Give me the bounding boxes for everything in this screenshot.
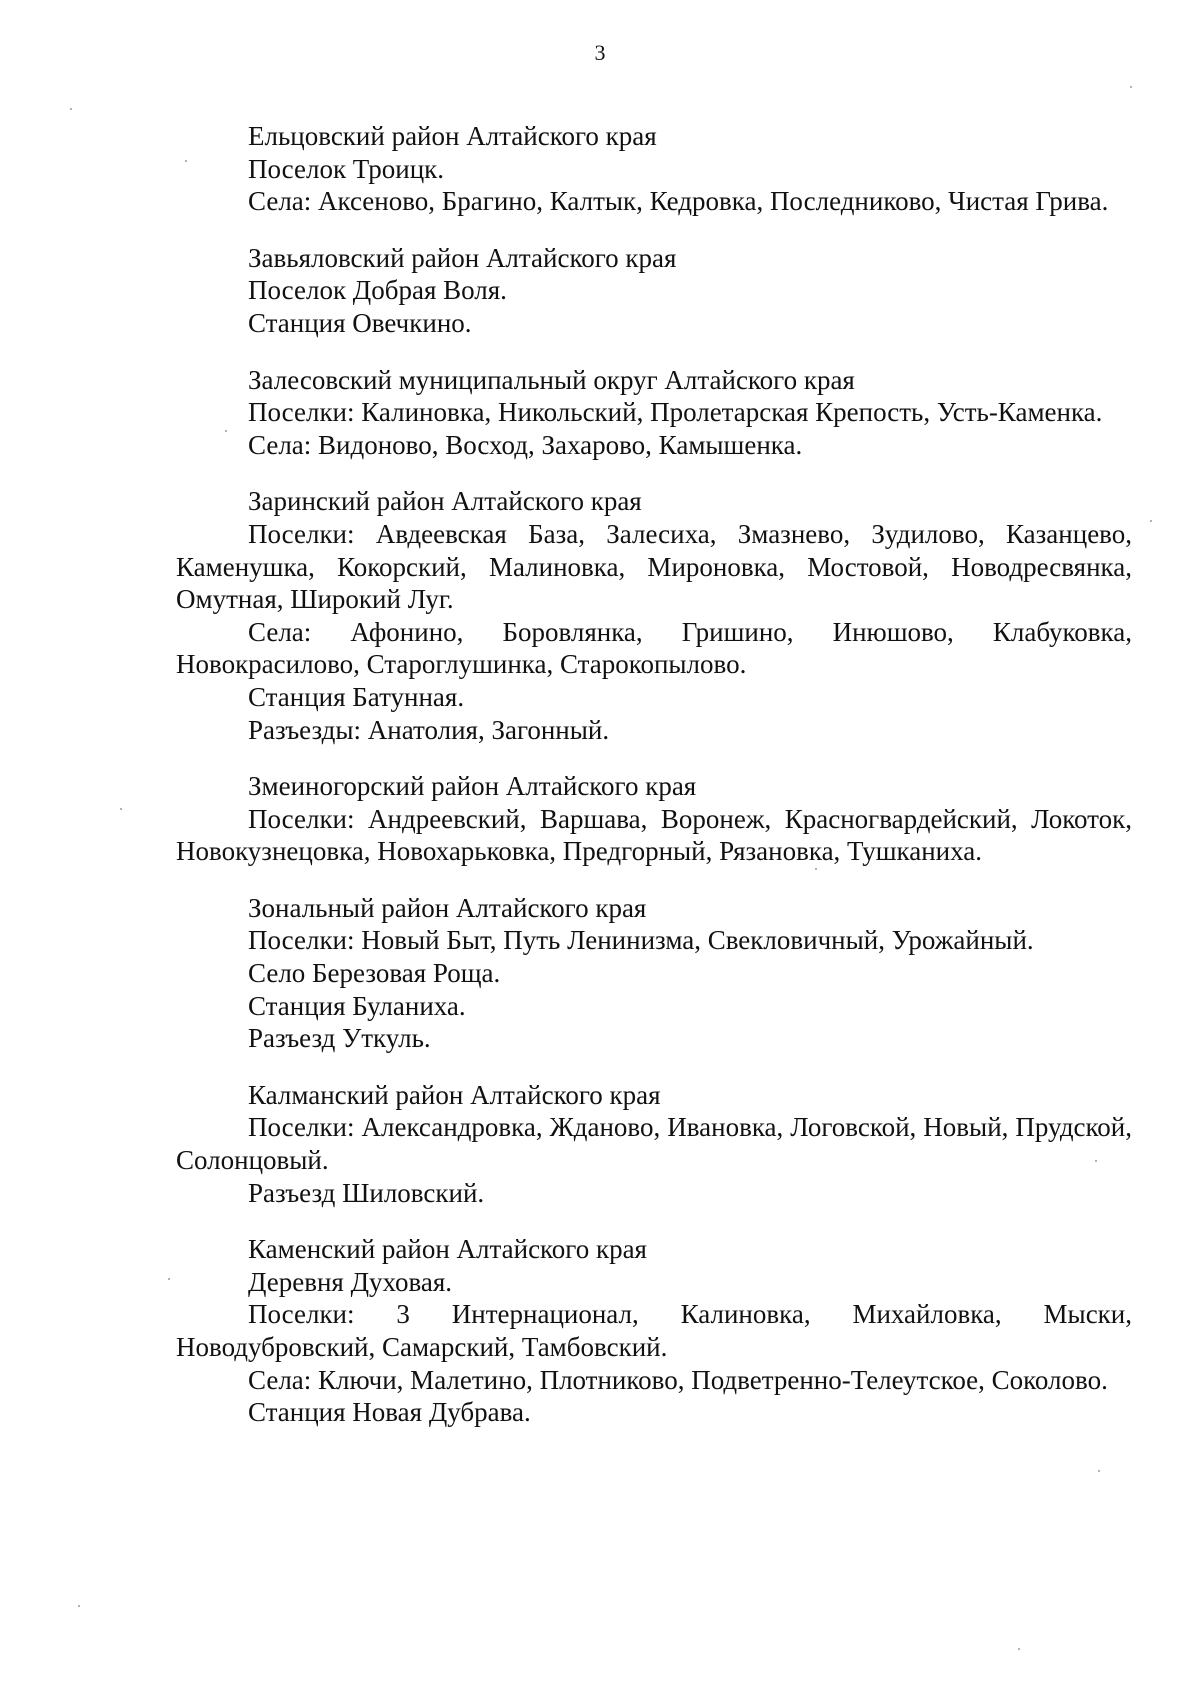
settlement-line: Станция Овечкино. <box>248 307 472 338</box>
settlement-line: Поселки: Калиновка, Никольский, Пролетарская Крепость, Усть-Каменка. <box>248 397 1103 428</box>
settlement-line: Поселки: 3 Интернационал, Калиновка, Михайловка, Мыски, Новодубровский, Самарский, Тамбовский. <box>176 1299 1132 1362</box>
settlement-line: Села: Видоново, Восход, Захарово, Камышенка. <box>248 429 803 460</box>
scan-speck <box>168 1278 170 1280</box>
settlement-line: Поселки: Александровка, Жданово, Ивановка, Логовской, Новый, Прудской, Солонцовый. <box>176 1112 1132 1176</box>
district-section <box>176 485 1132 746</box>
district-heading: Зональный район Алтайского края <box>248 892 647 923</box>
settlement-line: Поселок Добрая Воля. <box>248 275 507 306</box>
district-section <box>176 120 1132 218</box>
settlement-line: Поселок Троицк. <box>248 153 445 184</box>
document-body <box>176 120 1132 1453</box>
settlement-line: Село Березовая Роща. <box>248 958 501 989</box>
settlement-line: Разъезды: Анатолия, Загонный. <box>248 714 610 745</box>
page-number: 3 <box>594 40 606 65</box>
district-section <box>176 242 1132 340</box>
district-section <box>176 1233 1132 1429</box>
scan-speck <box>70 108 72 110</box>
district-section <box>176 1079 1132 1209</box>
scan-speck <box>1098 1470 1100 1472</box>
district-heading: Залесовский муниципальный округ Алтайского края <box>248 364 855 395</box>
settlement-line: Села: Ключи, Малетино, Плотниково, Подветренно-Телеутское, Соколово. <box>248 1364 1108 1395</box>
scan-speck <box>78 1605 80 1607</box>
district-section <box>176 892 1132 1055</box>
district-heading: Завьяловский район Алтайского края <box>248 242 677 273</box>
district-heading: Змеиногорский район Алтайского края <box>248 771 697 802</box>
district-section <box>176 770 1132 868</box>
settlement-line: Разъезд Шиловский. <box>248 1177 485 1208</box>
settlement-line: Станция Новая Дубрава. <box>248 1397 531 1428</box>
district-heading: Заринский район Алтайского края <box>248 486 642 517</box>
district-heading: Ельцовский район Алтайского края <box>248 121 657 151</box>
district-heading: Калманский район Алтайского края <box>248 1079 661 1110</box>
district-heading: Каменский район Алтайского края <box>248 1234 647 1265</box>
district-section <box>176 364 1132 462</box>
scan-speck <box>225 430 227 432</box>
scan-speck <box>120 808 122 810</box>
settlement-line: Станция Буланиха. <box>248 990 466 1021</box>
settlement-line: Поселки: Новый Быт, Путь Ленинизма, Свекловичный, Урожайный. <box>248 925 1034 956</box>
scan-speck <box>1130 86 1132 88</box>
settlement-line: Станция Батунная. <box>248 681 465 712</box>
settlement-line: Поселки: Авдеевская База, Залесиха, Змазнево, Зудилово, Казанцево, Каменушка, Кокорский, Малиновка, Мироновка, Мостовой, Новодресвянка, Омутная, Широкий Луг. <box>176 518 1132 615</box>
scan-speck <box>1095 1160 1097 1162</box>
settlement-line: Села: Афонино, Боровлянка, Гришино, Инюшово, Клабуковка, Новокрасилово, Староглушинка, Старокопылово. <box>176 616 1132 680</box>
scan-speck <box>1150 520 1152 522</box>
scan-speck <box>815 868 817 870</box>
settlement-line: Разъезд Уткуль. <box>248 1023 431 1054</box>
scan-speck <box>1018 1648 1020 1650</box>
settlement-line: Деревня Духовая. <box>248 1266 453 1297</box>
scan-speck <box>185 160 187 162</box>
settlement-line: Села: Аксеново, Брагино, Калтык, Кедровка, Последниково, Чистая Грива. <box>248 186 1109 217</box>
settlement-line: Поселки: Андреевский, Варшава, Воронеж, Красногвардейский, Локоток, Новокузнецовка, Новохарьковка, Предгорный, Рязановка, Тушканиха. <box>176 803 1132 867</box>
